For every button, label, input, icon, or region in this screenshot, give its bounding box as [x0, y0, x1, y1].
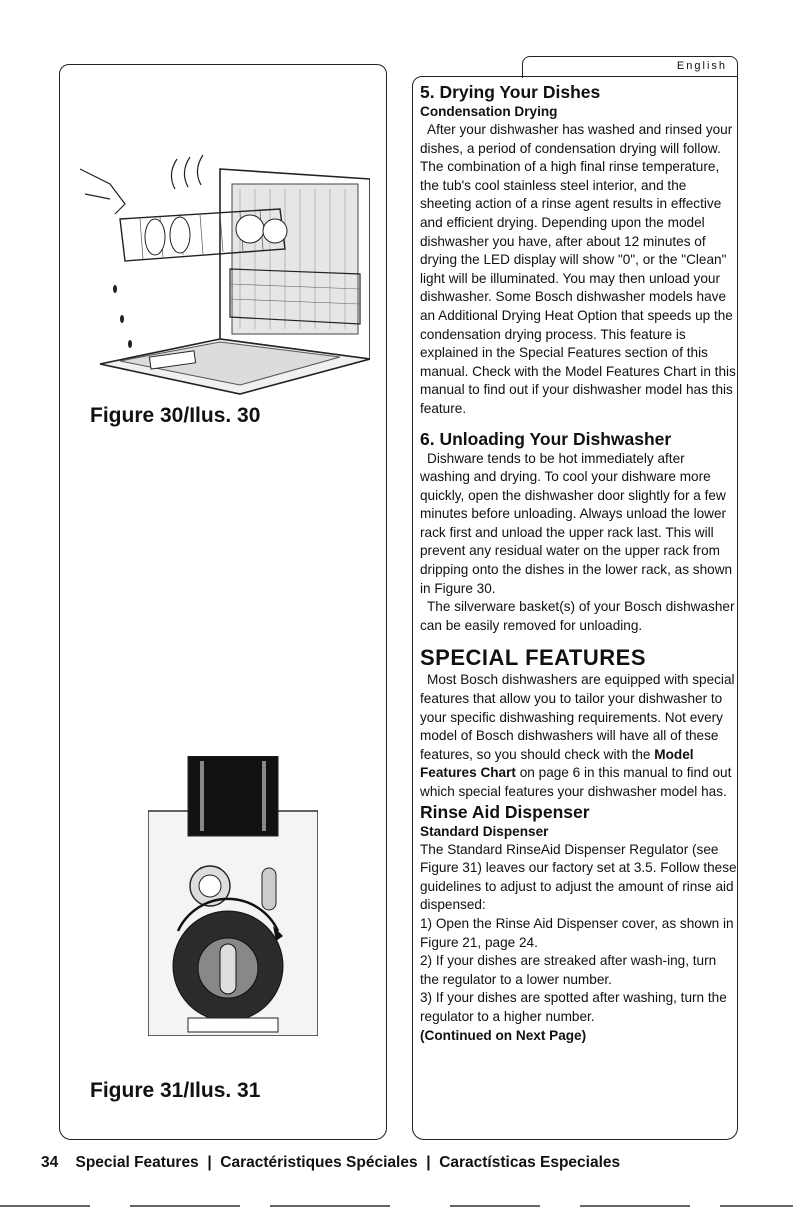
footer-section-en: Special Features	[75, 1154, 199, 1171]
rinse-aid-heading: Rinse Aid Dispenser	[420, 801, 590, 822]
text-panel	[412, 76, 738, 1140]
text-content	[420, 82, 737, 1045]
special-features-text-post: on page 6 in this manual to find out which special features your dishwasher model has.	[420, 765, 732, 799]
continued-note: (Continued on Next Page)	[420, 1027, 587, 1043]
figure-30-caption: Figure 30/Ilus. 30	[90, 404, 261, 427]
unloading-paragraph-1: Dishware tends to be hot immediately after washing and drying. To cool your dishware more quickly, open the dishwasher door slightly for a few minutes before unloading. Always unload the lower rack first and unload the upper rack last. This will prevent any residual water on the upper rack from dripping onto the dishes in the lower rack, as shown in Figure 30.	[420, 450, 733, 596]
rinse-aid-step-2: 2) If your dishes are streaked after wash-ing, turn the regulator to a lower number.	[420, 953, 717, 987]
rinse-aid-step-1: 1) Open the Rinse Aid Dispenser cover, as shown in Figure 21, page 24.	[420, 915, 734, 950]
dishwasher-unloading-illustration	[80, 149, 370, 399]
page-number: 34	[41, 1154, 59, 1171]
special-features-paragraph	[420, 671, 737, 801]
footer-separator-1: |	[207, 1154, 212, 1171]
figure-31-caption: Figure 31/Ilus. 31	[90, 1079, 261, 1102]
language-tab	[522, 56, 738, 78]
model-features-chart-reference: Model Features Chart	[420, 746, 694, 781]
unloading-heading: 6. Unloading Your Dishwasher	[420, 428, 672, 449]
figure-panel	[59, 64, 387, 1140]
language-tab-label: English	[676, 60, 727, 72]
special-features-text-pre: Most Bosch dishwashers are equipped with special features that allow you to tailor your dishwasher to your specific dishwashing requirements. Not every model of Bosch dishwashers will have all of these features, so you should check with the	[420, 672, 735, 762]
special-features-heading: SPECIAL FEATURES	[420, 645, 646, 671]
page-footer	[41, 1154, 620, 1172]
rinse-aid-paragraph: The Standard RinseAid Dispenser Regulator (see Figure 31) leaves our factory set at 3.5. Follow these guidelines to adjust to adjust the amount of rinse aid dispensed:	[420, 841, 737, 913]
footer-section-fr: Caractéristiques Spéciales	[220, 1154, 418, 1171]
condensation-drying-subheading: Condensation Drying	[420, 104, 558, 119]
footer-separator-2: |	[426, 1154, 431, 1171]
rinse-aid-dispenser-illustration	[148, 756, 318, 1036]
unloading-paragraph-2: The silverware basket(s) of your Bosch dishwasher can be easily removed for unloading.	[420, 599, 735, 633]
standard-dispenser-subheading: Standard Dispenser	[420, 823, 549, 839]
bottom-dashed-rule	[0, 1205, 793, 1207]
rinse-aid-step-3: 3) If your dishes are spotted after washing, turn the regulator to a higher number.	[420, 990, 727, 1024]
drying-heading: 5. Drying Your Dishes	[420, 82, 601, 102]
drying-paragraph: After your dishwasher has washed and rinsed your dishes, a period of condensation drying will follow. The combination of a high final rinse temperature, the tub's cool stainless steel interior, and the sheeting action of a rinse agent results in effective and efficient drying. Depending upon the model dishwasher you have, after about 12 minutes of drying the LED display will show "0", or the "Clean" light will be illuminated. You may then unload your dishwasher. Some Bosch dishwasher models have an Additional Drying Heat Option that speeds up the condensation drying process. This feature is explained in the Special Features section of this manual. Check with the Model Features Chart in this manual to find out if your dishwasher model has this feature.	[420, 122, 736, 416]
footer-section-es: Caractísticas Especiales	[439, 1154, 621, 1171]
